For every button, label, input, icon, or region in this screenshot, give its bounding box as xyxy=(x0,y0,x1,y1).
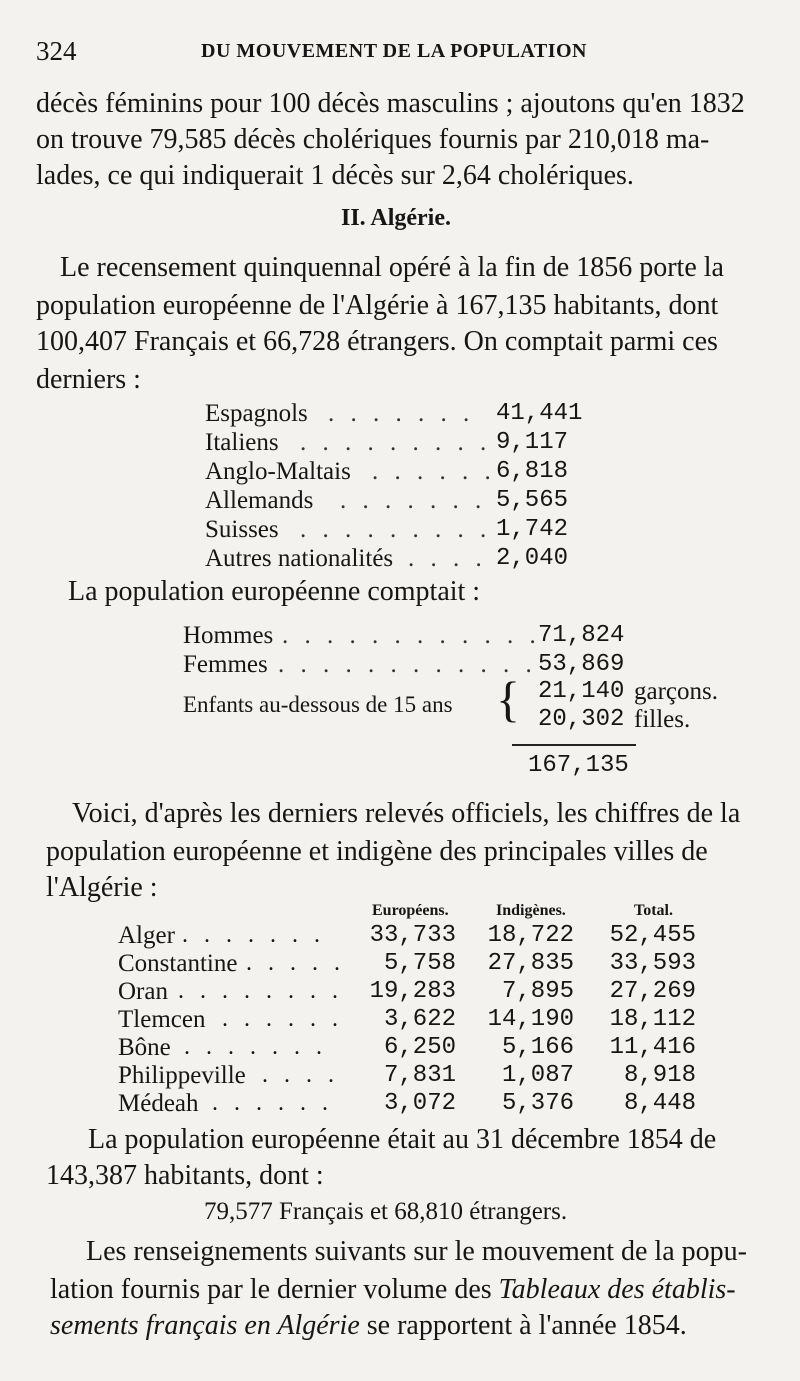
list-item: Femmes . . . . . . . . . . . . 53,869 xyxy=(183,651,625,678)
list-item: Suisses . . . . . . . . . 1,742 xyxy=(205,516,569,543)
europeens-cell: 19,283 xyxy=(369,978,456,1005)
population-breakdown xyxy=(0,622,800,782)
cities-table xyxy=(0,900,800,1120)
book-title-part-2: sements français en Algérie xyxy=(50,1310,360,1341)
europeens-cell: 3,072 xyxy=(383,1090,456,1117)
para4-line-2 xyxy=(50,1272,736,1308)
city-name: Oran xyxy=(118,978,168,1005)
page-header xyxy=(36,36,756,68)
para1-line-3: 100,407 Français et 66,728 étrangers. On comptait parmi ces xyxy=(36,326,718,357)
total-cell: 11,416 xyxy=(609,1034,696,1061)
europeens-cell: 33,733 xyxy=(369,922,456,949)
europeens-cell: 6,250 xyxy=(383,1034,456,1061)
nationality-name: Italiens xyxy=(205,429,279,456)
nationality-value: 9,117 xyxy=(496,429,569,456)
total-cell: 8,918 xyxy=(623,1062,696,1089)
nationality-name: Autres nationalités xyxy=(205,545,394,572)
para1-line-2: population européenne de l'Algérie à 167,135 habitants, dont xyxy=(36,290,719,321)
table-row: Tlemcen . . . . . . 3,622 14,190 18,112 xyxy=(118,1006,696,1033)
page-number: 324 xyxy=(36,36,77,66)
population-intro: La population européenne comptait : xyxy=(68,576,481,607)
table-row: Oran . . . . . . . . 19,283 7,895 27,269 xyxy=(118,978,696,1005)
total-cell: 18,112 xyxy=(609,1006,696,1033)
women-label: Femmes xyxy=(183,651,268,678)
sum-rule xyxy=(512,744,636,746)
intro-line-1: décès féminins pour 100 décès masculins ; ajoutons qu'en 1832 xyxy=(36,88,745,119)
para4-line-2-text: lation fournis par le dernier volume des xyxy=(50,1274,499,1305)
indigenes-cell: 5,166 xyxy=(501,1034,574,1061)
list-item: Allemands . . . . . . . 5,565 xyxy=(205,487,569,514)
indigenes-cell: 18,722 xyxy=(487,922,574,949)
running-title: DU MOUVEMENT DE LA POPULATION xyxy=(201,40,588,62)
list-item: Autres nationalités . . . . 2,040 xyxy=(205,545,569,572)
city-name: Alger xyxy=(118,922,175,949)
table-row: Médeah . . . . . . 3,072 5,376 8,448 xyxy=(118,1090,696,1117)
population-total: 167,135 xyxy=(528,752,629,779)
men-value: 71,824 xyxy=(538,622,625,649)
indigenes-cell: 7,895 xyxy=(501,978,574,1005)
list-item: Espagnols . . . . . . . 41,441 xyxy=(205,400,583,427)
indigenes-cell: 1,087 xyxy=(501,1062,574,1089)
city-name: Constantine xyxy=(118,950,238,977)
europeens-cell: 3,622 xyxy=(383,1006,456,1033)
europeens-cell: 5,758 xyxy=(383,950,456,977)
para3-line-3: 79,577 Français et 68,810 étrangers. xyxy=(204,1198,568,1225)
para2-line-1: Voici, d'après les derniers relevés officiels, les chiffres de la xyxy=(72,798,741,829)
intro-line-3: lades, ce qui indiquerait 1 décès sur 2,64 cholériques. xyxy=(36,160,634,191)
nationality-name: Anglo-Maltais xyxy=(205,458,351,485)
section-title: II. Algérie. xyxy=(341,205,451,231)
nationality-value: 1,742 xyxy=(496,516,569,543)
indigenes-cell: 5,376 xyxy=(501,1090,574,1117)
total-cell: 27,269 xyxy=(609,978,696,1005)
para1-line-4: derniers : xyxy=(36,364,141,395)
indigenes-cell: 27,835 xyxy=(487,950,574,977)
column-header: Total. xyxy=(634,902,673,919)
table-row: Constantine . . . . . 5,758 27,835 33,593 xyxy=(118,950,696,977)
nationality-name: Suisses xyxy=(205,516,279,543)
book-title-part-1: Tableaux des établis- xyxy=(498,1274,736,1305)
total-cell: 52,455 xyxy=(609,922,696,949)
children-label: Enfants au-dessous de 15 ans xyxy=(183,692,453,717)
men-label: Hommes xyxy=(183,622,274,649)
para4-line-1: Les renseignements suivants sur le mouvement de la popu- xyxy=(86,1236,747,1267)
total-cell: 8,448 xyxy=(623,1090,696,1117)
para4-line-3 xyxy=(50,1308,687,1344)
table-row: Bône . . . . . . . 6,250 5,166 11,416 xyxy=(118,1034,696,1061)
column-header: Européens. xyxy=(372,902,449,919)
nationality-name: Allemands xyxy=(205,487,314,514)
list-item: Hommes . . . . . . . . . . . . 71,824 xyxy=(183,622,625,649)
nationality-value: 2,040 xyxy=(496,545,569,572)
brace: { xyxy=(496,671,520,727)
indigenes-cell: 14,190 xyxy=(487,1006,574,1033)
nationalities-list xyxy=(0,400,800,580)
europeens-cell: 7,831 xyxy=(383,1062,456,1089)
total-cell: 33,593 xyxy=(609,950,696,977)
list-item: Italiens . . . . . . . . . 9,117 xyxy=(205,429,569,456)
column-header: Indigènes. xyxy=(496,902,566,919)
table-row: Alger . . . . . . . 33,733 18,722 52,455 xyxy=(118,922,696,949)
city-name: Philippeville xyxy=(118,1062,246,1089)
city-name: Tlemcen xyxy=(118,1006,206,1033)
boys-label: garçons. xyxy=(634,678,718,705)
para3-line-1: La population européenne était au 31 décembre 1854 de xyxy=(88,1124,717,1155)
girls-label: filles. xyxy=(634,706,691,733)
intro-line-2: on trouve 79,585 décès cholériques fournis par 210,018 ma- xyxy=(36,124,710,155)
para1-line-1: Le recensement quinquennal opéré à la fin de 1856 porte la xyxy=(60,252,724,283)
nationality-value: 6,818 xyxy=(496,458,569,485)
nationality-value: 41,441 xyxy=(496,400,583,427)
para2-line-3: l'Algérie : xyxy=(46,872,158,903)
para2-line-2: population européenne et indigène des principales villes de xyxy=(46,836,708,867)
women-value: 53,869 xyxy=(538,651,625,678)
city-name: Médeah xyxy=(118,1090,199,1117)
para3-line-2: 143,387 habitants, dont : xyxy=(46,1160,324,1191)
para4-line-3-text: se rapportent à l'année 1854. xyxy=(359,1310,687,1341)
city-name: Bône xyxy=(118,1034,171,1061)
nationality-value: 5,565 xyxy=(496,487,569,514)
table-row: Philippeville . . . . 7,831 1,087 8,918 xyxy=(118,1062,696,1089)
nationality-name: Espagnols xyxy=(205,400,308,427)
list-item xyxy=(0,706,800,736)
girls-value: 20,302 xyxy=(538,706,625,733)
list-item xyxy=(0,678,800,708)
boys-value: 21,140 xyxy=(538,678,625,705)
list-item: Anglo-Maltais . . . . . . 6,818 xyxy=(205,458,569,485)
